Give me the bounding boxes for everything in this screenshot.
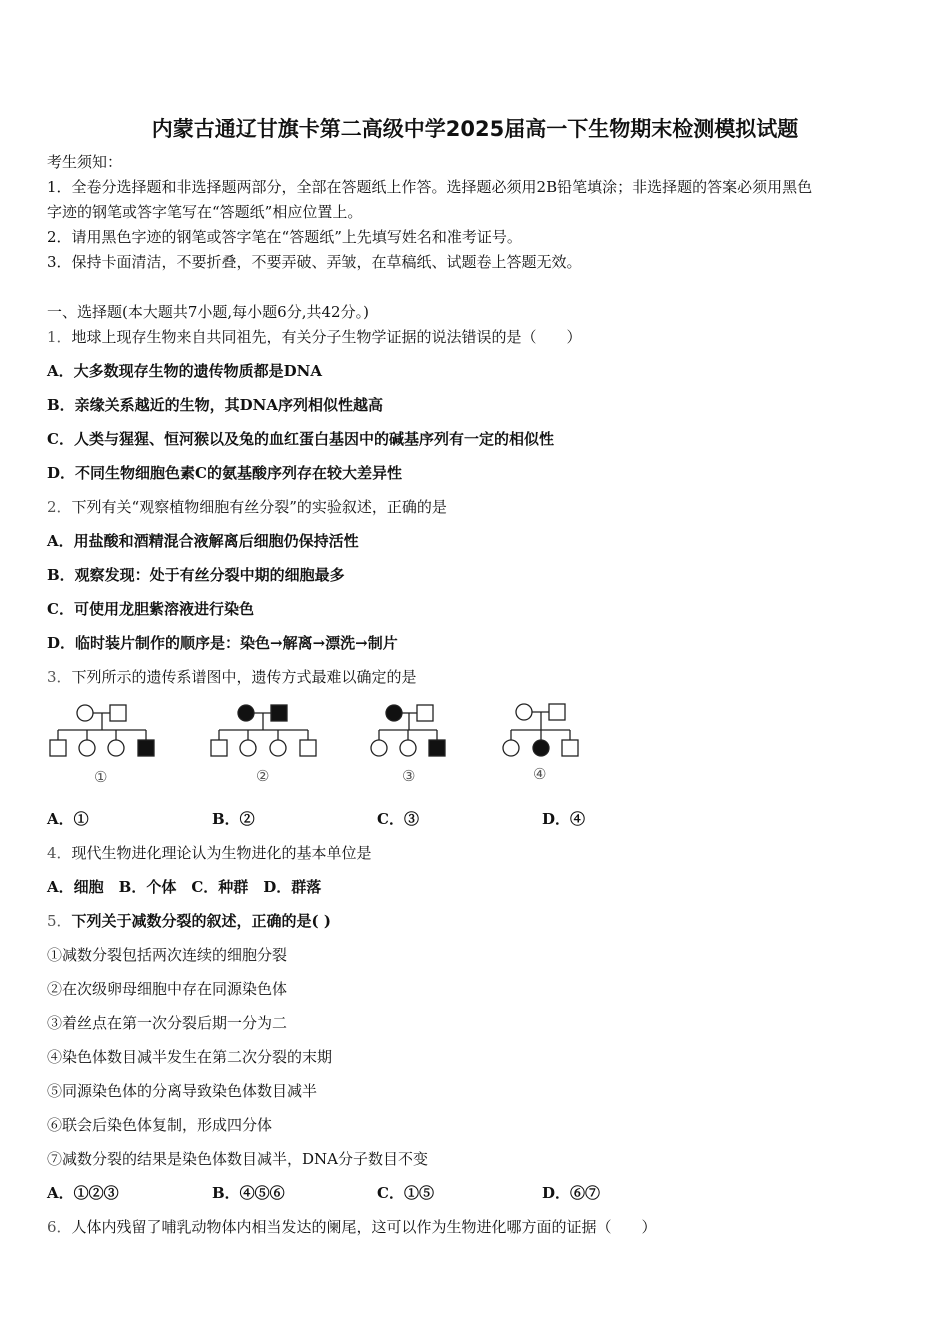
pedigree-4 [500,702,585,762]
q2-option-c: C．可使用龙胆紫溶液进行染色 [47,600,254,618]
question-2 [47,497,447,517]
female-unaffected-icon [516,704,532,720]
female-unaffected-icon [108,740,124,756]
question-stem: 下列有关“观察植物细胞有丝分裂”的实验叙述，正确的是 [71,498,447,516]
female-affected-icon [533,740,549,756]
question-1 [47,327,582,347]
pedigree-label-2: ② [256,767,270,785]
question-stem: 下列所示的遗传系谱图中，遗传方式最难以确定的是 [71,668,417,686]
q3-option-a: A．① [47,810,89,828]
section-heading: 一、选择题(本大题共7小题,每小题6分,共42分。) [47,303,369,321]
notice-item-3: 3．保持卡面清洁，不要折叠，不要弄破、弄皱，在草稿纸、试题卷上答题无效。 [47,253,582,271]
q3-option-d: D．④ [542,810,586,828]
q5-statement-7: ⑦减数分裂的结果是染色体数目减半，DNA分子数目不变 [47,1150,428,1168]
exam-title: 内蒙古通辽甘旗卡第二高级中学2025届高一下生物期末检测模拟试题 [151,117,799,141]
male-unaffected-icon [562,740,578,756]
pedigree-3 [369,702,454,762]
male-affected-icon [271,705,287,721]
q2-option-d: D．临时装片制作的顺序是：染色→解离→漂洗→制片 [47,634,398,652]
male-unaffected-icon [211,740,227,756]
q3-option-c: C．③ [377,810,419,828]
q5-option-d: D．⑥⑦ [542,1184,601,1202]
q5-option-c: C．①⑤ [377,1184,434,1202]
q5-option-b: B．④⑤⑥ [212,1184,285,1202]
notice-heading: 考生须知： [47,153,123,171]
q5-statement-2: ②在次级卵母细胞中存在同源染色体 [47,980,288,998]
q5-statement-3: ③着丝点在第一次分裂后期一分为二 [47,1014,288,1032]
question-stem: 现代生物进化理论认为生物进化的基本单位是 [71,844,372,862]
question-number: 4． [47,844,72,862]
male-affected-icon [138,740,154,756]
question-number: 3． [47,668,72,686]
male-unaffected-icon [549,704,565,720]
q1-option-a: A．大多数现存生物的遗传物质都是DNA [47,362,322,380]
female-unaffected-icon [77,705,93,721]
pedigree-label-3: ③ [402,767,416,785]
question-stem: 下列关于减数分裂的叙述，正确的是( ) [71,912,331,930]
female-unaffected-icon [240,740,256,756]
q3-option-b: B．② [212,810,255,828]
q2-option-b: B．观察发现：处于有丝分裂中期的细胞最多 [47,566,345,584]
notice-item-1-cont: 字迹的钢笔或答字笔写在“答题纸”相应位置上。 [47,203,363,221]
female-affected-icon [386,705,402,721]
female-unaffected-icon [270,740,286,756]
q5-statement-4: ④染色体数目减半发生在第二次分裂的末期 [47,1048,333,1066]
male-unaffected-icon [417,705,433,721]
question-4 [47,843,372,863]
q5-statement-1: ①减数分裂包括两次连续的细胞分裂 [47,946,288,964]
q5-option-a: A．①②③ [47,1184,119,1202]
q5-statement-6: ⑥联会后染色体复制，形成四分体 [47,1116,273,1134]
female-unaffected-icon [503,740,519,756]
female-unaffected-icon [371,740,387,756]
male-unaffected-icon [300,740,316,756]
q2-option-a: A．用盐酸和酒精混合液解离后细胞仍保持活性 [47,532,359,550]
female-unaffected-icon [400,740,416,756]
question-stem: 地球上现存生物来自共同祖先，有关分子生物学证据的说法错误的是（ ） [71,328,582,346]
question-stem: 人体内残留了哺乳动物体内相当发达的阑尾，这可以作为生物进化哪方面的证据（ ） [71,1218,657,1236]
male-unaffected-icon [110,705,126,721]
q1-option-d: D．不同生物细胞色素C的氨基酸序列存在较大差异性 [47,464,402,482]
female-unaffected-icon [79,740,95,756]
question-6 [47,1217,657,1237]
notice-item-1: 1．全卷分选择题和非选择题两部分，全部在答题纸上作答。选择题必须用2B铅笔填涂；非选择题的答案必须用黑色 [47,178,813,196]
female-affected-icon [238,705,254,721]
pedigree-label-4: ④ [533,765,547,783]
pedigree-label-1: ① [94,768,108,786]
question-5 [47,911,331,931]
pedigree-2 [207,702,322,762]
q4-options: A．细胞 B．个体 C．种群 D．群落 [47,878,322,896]
question-number: 5． [47,912,72,930]
pedigree-1 [46,702,161,762]
question-number: 2． [47,498,72,516]
question-number: 1． [47,328,72,346]
q5-statement-5: ⑤同源染色体的分离导致染色体数目减半 [47,1082,318,1100]
notice-item-2: 2．请用黑色字迹的钢笔或答字笔在“答题纸”上先填写姓名和准考证号。 [47,228,522,246]
question-number: 6． [47,1218,72,1236]
male-affected-icon [429,740,445,756]
q1-option-c: C．人类与猩猩、恒河猴以及兔的血红蛋白基因中的碱基序列有一定的相似性 [47,430,554,448]
male-unaffected-icon [50,740,66,756]
q1-option-b: B．亲缘关系越近的生物，其DNA序列相似性越高 [47,396,384,414]
question-3 [47,667,417,687]
